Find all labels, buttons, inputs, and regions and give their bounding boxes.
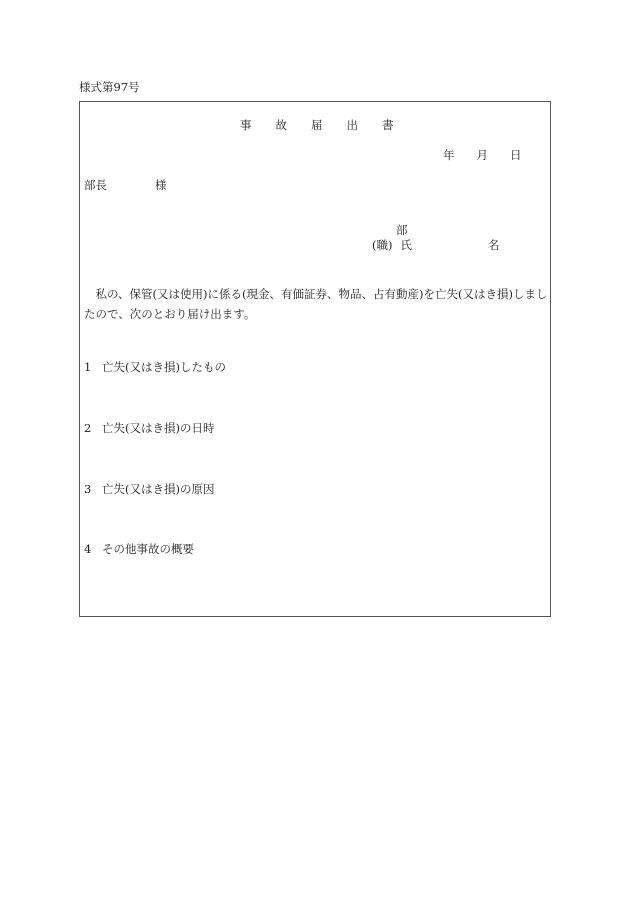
item-number: 2 [84, 421, 92, 435]
applicant-name-line [372, 240, 499, 252]
item-number: 1 [84, 360, 92, 374]
position-label: (職) [372, 238, 393, 252]
item-label: その他事故の概要 [102, 542, 194, 556]
item-label: 亡失(又はき損)の原因 [102, 482, 215, 496]
item-label: 亡失(又はき損)の日時 [102, 421, 215, 435]
month-label: 月 [476, 148, 488, 162]
applicant-department-label: 部 [396, 223, 408, 237]
day-label: 日 [510, 148, 522, 162]
statement-text: 私の、保管(又は使用)に係る(現金、有価証券、物品、占有動産)を亡失(又はき損)しましたので、次のとおり届け出ます。 [84, 287, 548, 321]
list-item [84, 423, 214, 435]
item-number: 3 [84, 482, 92, 496]
name-label-first: 氏 [400, 238, 412, 252]
document-title: 事故届出書 [240, 118, 418, 132]
form-number: 様式第97号 [79, 80, 140, 94]
honorific-label: 様 [155, 178, 167, 192]
item-label: 亡失(又はき損)したもの [102, 360, 226, 374]
form-frame [79, 101, 551, 617]
date-line [443, 150, 522, 162]
list-item [84, 362, 226, 374]
name-label-second: 名 [487, 238, 500, 252]
list-item [84, 544, 194, 556]
department-head-label: 部長 [84, 178, 107, 192]
year-label: 年 [443, 148, 455, 162]
addressee-line [84, 180, 167, 192]
item-number: 4 [84, 542, 92, 556]
list-item [84, 484, 214, 496]
